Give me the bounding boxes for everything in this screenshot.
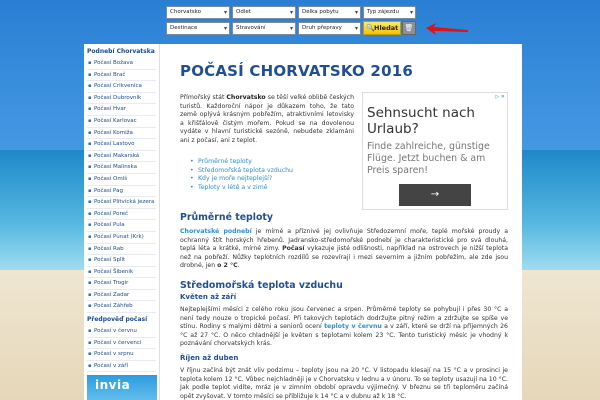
sidebar-item-10[interactable]: ▪ Počasí Omiš (87, 174, 156, 186)
sidebar-item-0[interactable]: ▪ Počasí Božava (87, 58, 156, 70)
sidebar-item-9[interactable]: ▪ Počasí Malinska (87, 162, 156, 174)
sidebar-item-20[interactable]: ▪ Počasí Zadar (87, 290, 156, 302)
avg-bold-2: o 2 °C (217, 262, 238, 270)
sidebar-forecast-item-0[interactable]: ▪ Počasí v červnu (87, 326, 156, 338)
sidebar-item-16[interactable]: ▪ Počasí Rab (87, 244, 156, 256)
avg-bold-1: Počasí (282, 245, 305, 253)
toc-link-avg[interactable]: • Průměrné teploty (196, 158, 293, 167)
sep-text-2: a v září, které se drží na příjemných 26 °C až 27 °C. O něco chladnější je květen s teplotami kolem 23 °C. Tento turistický měsíc je vhodný k poznávání chorvatských krás. (180, 323, 508, 348)
tour-type-select[interactable]: Typ zájezdu ▾ (363, 6, 416, 19)
sidebar (84, 44, 160, 400)
toc-link-air[interactable]: • Středomořská teplota vzduchu (196, 167, 293, 176)
transport-select[interactable]: Druh přepravy ▾ (298, 22, 361, 35)
sidebar-item-17[interactable]: ▪ Počasí Split (87, 255, 156, 267)
search-filter-bar (166, 6, 426, 38)
sidebar-item-7[interactable]: ▪ Počasí Lastovo (87, 139, 156, 151)
intro-bold: Chorvatsko (226, 94, 266, 101)
may-sep-paragraph (180, 306, 508, 349)
search-icon: 🔍 (366, 24, 375, 32)
stay-length-select[interactable]: Délka pobytu ▾ (298, 6, 361, 19)
oct-apr-paragraph: V říjnu začíná být znát vliv podzimu – teploty jsou na 20 °C. V listopadu klesají na 15 °C a v prosinci je teplota kolem 12 °C. Vůbec nejchladněji je v Chorvatsku v lednu a v únoru. To se teploty usazují na 10 °C. Jak podle teplot vidíte, mráz je v zimním období opravdu výjimečný. V březnu se tři teploměru začíná opět zvyšovat. V tomto měsíci se přibližuje k 14 °C a v dubnu až k 18 °C. (180, 367, 508, 400)
sidebar-item-21[interactable]: ▪ Počasí Záhřeb (87, 301, 156, 313)
sidebar-item-5[interactable]: ▪ Počasí Karlovac (87, 116, 156, 128)
subheading-may-sep: Květen až září (180, 293, 237, 301)
sidebar-heading: Podnebí Chorvatska (87, 48, 155, 55)
toc-link-sea[interactable]: • Kdy je moře nejteplejší? (196, 175, 293, 184)
sidebar-item-1[interactable]: ▪ Počasí Brač (87, 70, 156, 82)
invia-logo: invia (95, 378, 131, 393)
country-select[interactable]: Chorvatsko ▾ (166, 6, 230, 19)
destination-select[interactable]: Destinace ▾ (166, 22, 230, 35)
average-temps-paragraph (180, 228, 508, 271)
avg-text-1: je mírné a příznivé jej ovlivňuje Středozemní moře, teplé mořské proudy a ochranný štít horských hřebenů. Jadransko-středomořské podnebí je charakteristické pro svá dlouhá, teplá léta a krátké, mírné zimy. (180, 228, 508, 253)
search-button[interactable] (363, 21, 401, 35)
intro-text-2: se těší velké oblibě českých turistů. Každoroční nápor je důkazem toho, že tato země oplývá krásným pobřežím, atraktivními letovisky a křišťálově čistým mořem. Pokud se na dovolenou vydáte v hlavní turistické sezóně, nebudete zklamáni ani z počasí, ani z teplot. (180, 94, 354, 144)
trash-icon: 🗑 (404, 24, 414, 32)
board-select[interactable]: Stravování ▾ (232, 22, 296, 35)
page-title: POČASÍ CHORVATSKO 2016 (180, 62, 413, 80)
subheading-oct-apr: Říjen až duben (180, 354, 239, 362)
search-button-label: Hledat (374, 24, 399, 32)
ad-arrow-button[interactable]: → (399, 184, 471, 206)
heading-average-temps: Průměrné teploty (180, 212, 274, 223)
departure-select[interactable]: Odlet ▾ (232, 6, 296, 19)
avg-text-3: . (237, 262, 240, 270)
sidebar-forecast-item-2[interactable]: ▪ Počasí v srpnu (87, 349, 156, 361)
table-of-contents (196, 158, 293, 192)
sidebar-item-11[interactable]: ▪ Počasí Pag (87, 186, 156, 198)
invia-banner[interactable] (87, 375, 157, 400)
june-temps-link[interactable]: teploty v červnu (324, 323, 382, 331)
sidebar-item-4[interactable]: ▪ Počasí Hvar (87, 104, 156, 116)
sidebar-item-6[interactable]: ▪ Počasí Komiža (87, 128, 156, 140)
sidebar-item-8[interactable]: ▪ Počasí Makarská (87, 151, 156, 163)
sidebar-forecast-item-1[interactable]: ▪ Počasí v červenci (87, 338, 156, 350)
ad-subtitle: Finde zahlreiche, günstige Flüge. Jetzt buchen & am Preis sparen! (367, 141, 490, 176)
sidebar-item-2[interactable]: ▪ Počasí Crikvenica (87, 81, 156, 93)
clear-button[interactable] (402, 21, 416, 35)
sidebar-item-14[interactable]: ▪ Počasí Pula (87, 220, 156, 232)
heading-air-temp: Středomořská teplota vzduchu (180, 280, 343, 291)
climate-link[interactable]: Chorvatské podnebí (180, 228, 252, 235)
sidebar-forecast-item-3[interactable]: ▪ Počasí v září (87, 361, 156, 373)
sidebar-item-19[interactable]: ▪ Počasí Trogir (87, 278, 156, 290)
sidebar-item-18[interactable]: ▪ Počasí Šibenik (87, 267, 156, 279)
article (180, 62, 510, 400)
intro-paragraph (180, 94, 354, 146)
sidebar-item-13[interactable]: ▪ Počasí Poreč (87, 209, 156, 221)
ad-close-icon[interactable]: ▷ ✕ (495, 94, 505, 100)
toc-link-seasons[interactable]: • Teploty v létě a v zimě (196, 184, 293, 193)
sep-text-1: Nejteplejšími měsíci z celého roku jsou červenec a srpen. Průměrné teploty se pohybují i přes 30 °C a není tedy nouze o tropické počasí. Při takových teplotách dodržujte pitný režim a zdržujte se spíše ve stínu. Rodiny s malými dětmi a seniorů ocení (180, 306, 508, 331)
sidebar-item-3[interactable]: ▪ Počasí Dubrovník (87, 93, 156, 105)
avg-text-2: vykazuje jisté odlišnosti, například na ostrovech je nižší teplota než na pobřeží. Nůžky teplotních rozdílů se rozevírají i mezi severním a jižním pobřežím, ale zde jsou drobné, jen (180, 245, 508, 270)
red-arrow-icon (424, 22, 470, 36)
ad-title: Sehnsucht nach Urlaub? (367, 105, 475, 137)
advertisement[interactable] (362, 92, 508, 210)
sidebar-item-15[interactable]: ▪ Počasí Punat (Krk) (87, 232, 156, 244)
sidebar-heading-forecast: Předpověď počasí (87, 316, 148, 324)
sidebar-item-12[interactable]: ▪ Počasí Plitvická jezera (87, 197, 156, 209)
intro-text-1: Přímořský stát (180, 94, 227, 101)
main-panel (84, 44, 522, 400)
